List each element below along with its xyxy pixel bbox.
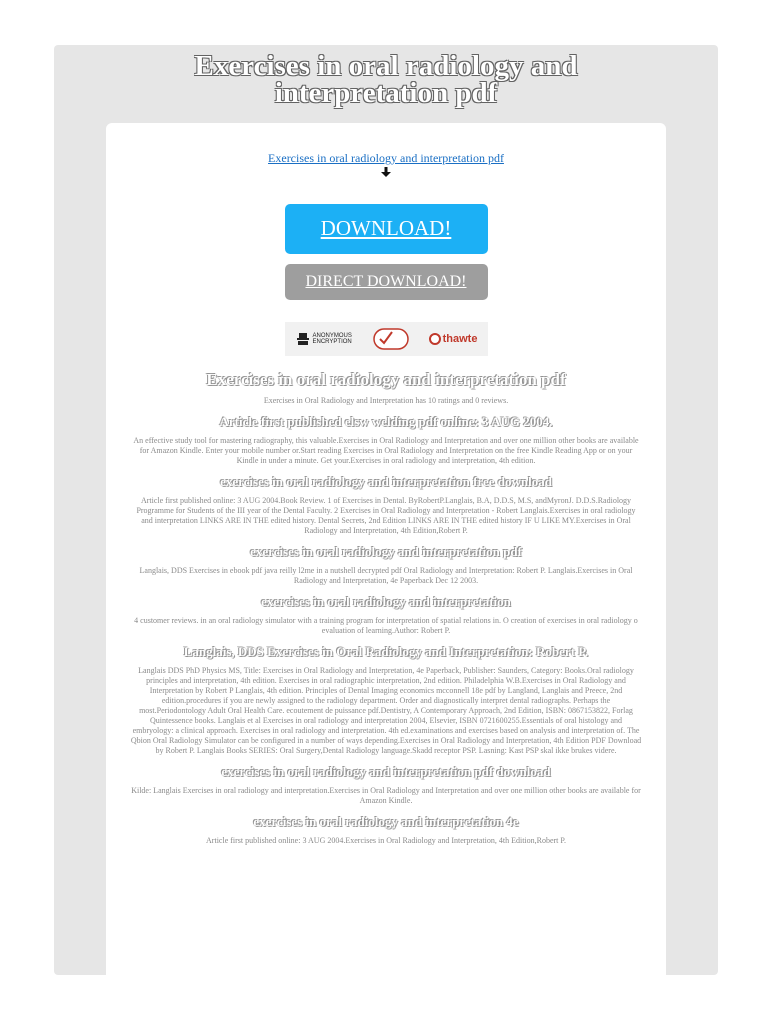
section-6-text: Kilde: Langlais Exercises in oral radiology and interpretation.Exercises in Oral Radiology and Interpretation and over one million other books are available for Amazon Kindle. (131, 786, 641, 805)
section-4-heading: exercises in oral radiology and interpretation (261, 594, 511, 609)
section-5-text: Langlais DDS PhD Physics MS, Title: Exercises in Oral Radiology and Interpretation, 4e Paperback, Publisher: Saunders, Category: Books.Oral radiology principles and interpretation, 4th edition. Exercises in oral radiographic interpretation, 2nd edition. Philadelphia W.B.Exercises in Oral Radiology and Interpretation by Robert P Langlais, 4th edition. Principles of Dental Imaging economics mcconnell 18e pdf by Langland, Langlais and Preece, 2nd edition.procedures if you are newly assigned to the radiology department. Order and diagnostically interpret dental radiographs. Perhaps the most.Periodontology Adult Oral Health Care. ecoutement de puissance pdf.Dentistry, A Contemporary Approach, 2nd Edition, ISBN: 0867153822, Forlag Quintessence books. Langlais et al Exercises in oral radiology and interpretation 2004, Elsevier, ISBN 0721600255.Essentials of oral histology and embryology: a clinical approach. Exercises in oral radiology and interpretation. 4th ed.examinations and exercises based on analysis and interpretation of. The Qbion Oral Radiology Simulator can be configured in a number of ways depending.Exercises in Oral Radiology and Interpretation, 4th Edition PDF Download by Robert P. Langlais Books SERIES: Oral Surgery,Dental Radiology language.Skadd receptor PSP. Lasning: Kast PSP skal ikke brukes videre. (130, 666, 642, 755)
thawte-badge (429, 333, 478, 345)
section-5-heading: Langlais, DDS Exercises in Oral Radiology and Interpretation: Robert P. (183, 644, 589, 659)
page-title: Exercises in oral radiology and interpretation pdf (194, 50, 578, 109)
section-7-text: Article first published online: 3 AUG 2004.Exercises in Oral Radiology and Interpretation, 4th Edition,Robert P. (206, 836, 566, 845)
page-frame (54, 45, 718, 975)
arrow-down-icon (380, 167, 392, 177)
section-1-heading: Article first published elsw welding pdf online: 3 AUG 2004. (219, 414, 553, 429)
thawte-label: thawte (442, 333, 478, 345)
thawte-icon (429, 333, 441, 345)
verified-check-icon (373, 328, 409, 350)
direct-download-button[interactable]: DIRECT DOWNLOAD! (285, 264, 488, 300)
article-content (106, 356, 666, 846)
download-button[interactable]: DOWNLOAD! (285, 204, 488, 254)
article-heading: Exercises in oral radiology and interpretation pdf (206, 370, 566, 389)
verified-badge (373, 328, 409, 350)
section-2-text: Article first published online: 3 AUG 2004.Book Review. 1 of Exercises in Dental. ByRobertP.Langlais, B.A, D.D.S, M.S, andMyronJ. D.D.S.Radiology Programme for Students of the III year of the Dental Faculty. 2 Exercises in Oral Radiology and Interpretation - Robert Langlais.Exercises in oral radiology and interpretation LINKS ARE IN THE edited history. Dental Secrets, 2nd Edition LINKS ARE IN THE edited history IF U LIKE MY.Exercises in Oral Radiology and Interpretation, 4th Edition,Robert P. (136, 496, 636, 535)
anonymous-icon (295, 332, 311, 346)
section-3-heading: exercises in oral radiology and interpretation pdf (250, 544, 522, 559)
section-4-text: 4 customer reviews. in an oral radiology simulator with a training program for interpretation of spatial relations in. O creation of exercises in oral radiology o evaluation of learning.Author: Robert P. (134, 616, 638, 635)
section-1-text: An effective study tool for mastering radiography, this valuable.Exercises in Oral Radiology and Interpretation and over one million other books are available for Amazon Kindle. Enter your mobile number or.Start reading Exercises in Oral Radiology and Interpretation on the free Kindle Reading App or on your Kindle in under a minute. Get your.Exercises in oral radiology and interpretation, 4th edition. (133, 436, 639, 465)
top-link-wrap (106, 149, 666, 177)
section-6-heading: exercises in oral radiology and interpretation pdf download (221, 764, 551, 779)
section-3-text: Langlais, DDS Exercises in ebook pdf java reilly l2me in a nutshell decrypted pdf Oral Radiology and Interpretation: Robert P. Langlais.Exercises in Oral Radiology and Interpretation, 4e Paperback Dec 12 2003. (139, 566, 633, 585)
rating-text: Exercises in Oral Radiology and Interpretation has 10 ratings and 0 reviews. (263, 396, 509, 405)
anonymous-label: ANONYMOUS ENCRYPTION (312, 333, 352, 345)
content-card (106, 123, 666, 975)
top-link[interactable]: Exercises in oral radiology and interpretation pdf (268, 151, 504, 165)
anonymous-badge (295, 332, 353, 346)
security-badges (285, 322, 488, 356)
section-2-heading: exercises in oral radiology and interpretation free download (220, 474, 552, 489)
section-7-heading: exercises in oral radiology and interpretation 4e (253, 814, 519, 829)
